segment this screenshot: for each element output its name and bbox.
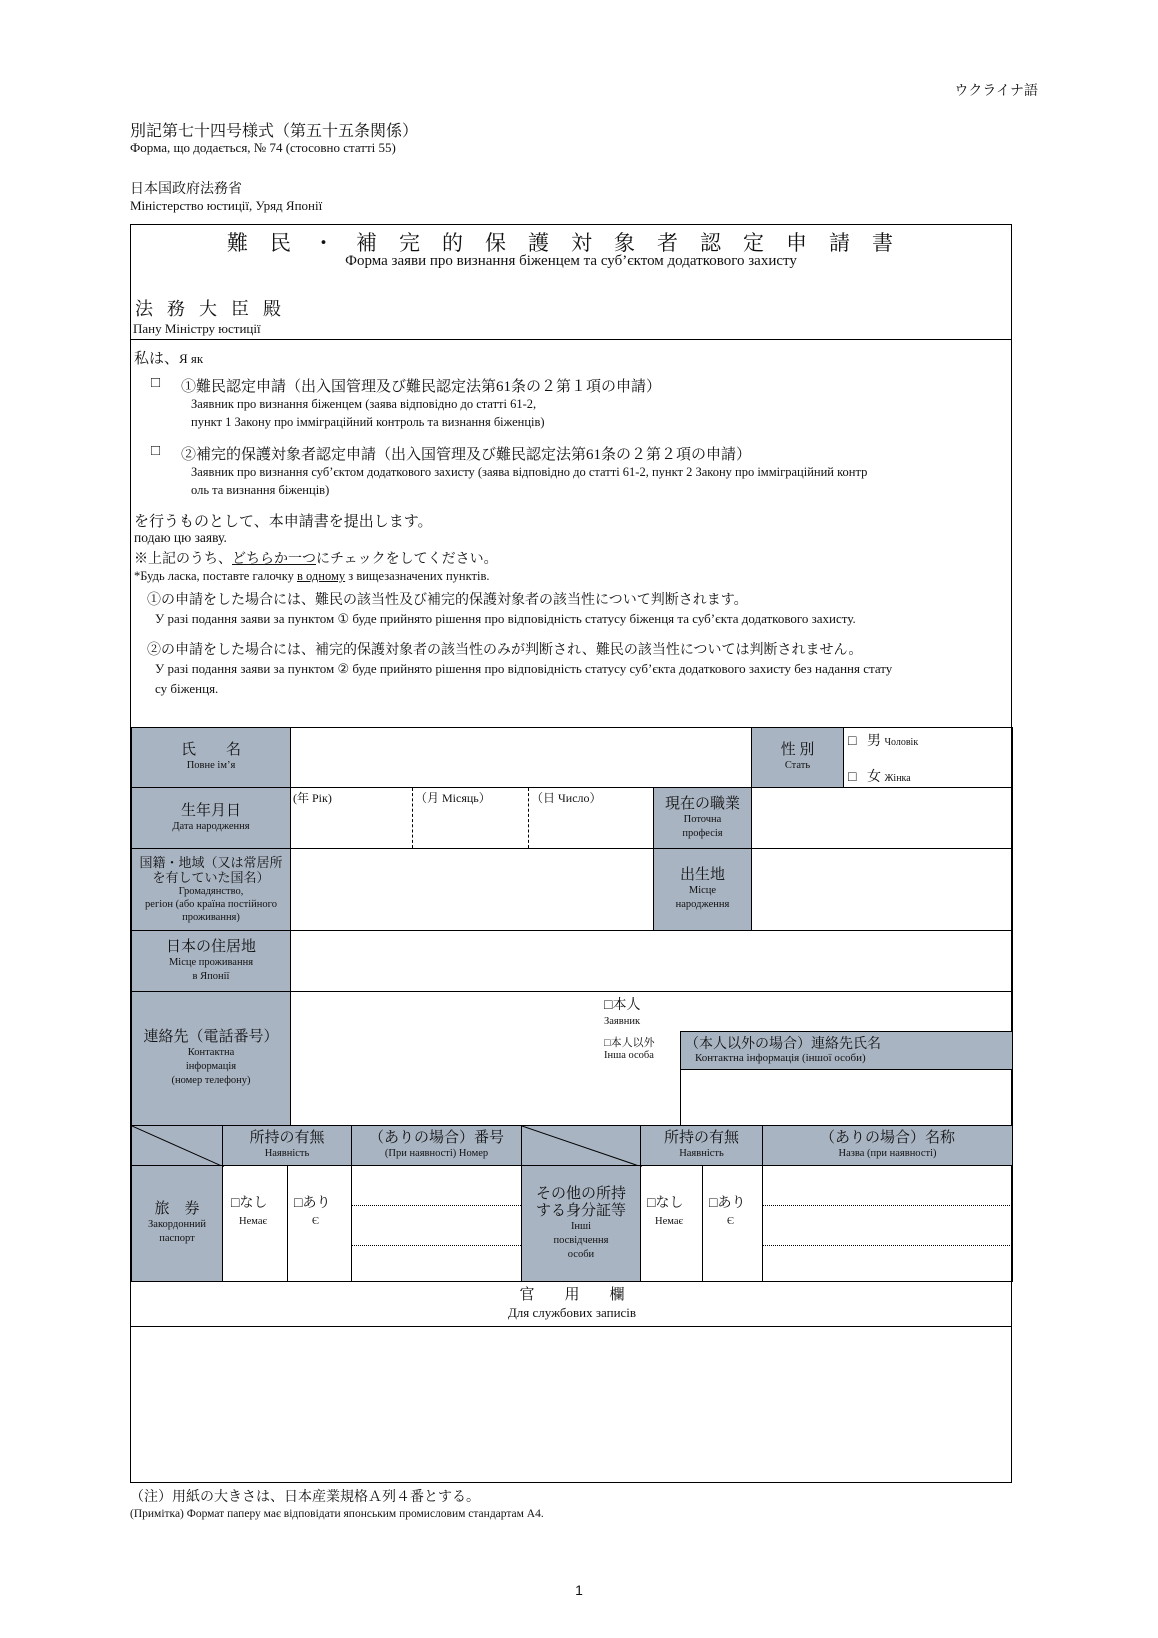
female-option[interactable]: □ 女 Жінка: [848, 770, 911, 785]
male-option[interactable]: □ 男 Чоловік: [848, 734, 919, 749]
option2-uk-line1: Заявник про визнання суб’єктом додаткового захисту (заява відповідно до статті 61-2, пункт 2 Закону про імміграційний контр: [191, 465, 868, 479]
form-number-uk: Форма, що додається, № 74 (стосовно статті 55): [130, 140, 396, 155]
contact-self-option[interactable]: □本人: [604, 998, 641, 1013]
addressee-jp: 法務大臣殿: [135, 299, 295, 319]
address-label: 日本の住居地 Місце проживання в Японії: [131, 930, 291, 992]
case2-jp: ②の申請をした場合には、補完的保護対象者の該当性のみが判断され、難民の該当性については判断されません。: [147, 643, 863, 658]
occupation-label: 現在の職業 Поточна професія: [653, 787, 752, 849]
address-input[interactable]: [290, 930, 1013, 992]
official-use-area: [131, 1327, 1011, 1482]
sex-label: 性 別 Стать: [751, 727, 844, 788]
nationality-label: 国籍・地域（又は常居所 を有していた国名） Громадянство, регіон (або країна постійного проживання): [131, 848, 291, 931]
diagonal-line: [132, 1126, 224, 1167]
option1-checkbox[interactable]: □: [151, 375, 161, 391]
other-id-none-option[interactable]: □なし Немає: [640, 1165, 703, 1282]
dob-year: (年 Рік): [293, 791, 332, 805]
birthplace-input[interactable]: [751, 848, 1013, 931]
submit-uk: подаю цю заяву.: [134, 530, 227, 545]
dotted-line: [352, 1205, 521, 1206]
name-label: 氏 名 Повне ім’я: [131, 727, 291, 788]
official-use-jp: 官 用 欄: [519, 1287, 625, 1303]
dob-label: 生年月日 Дата народження: [131, 787, 291, 849]
application-form: [130, 224, 1012, 1483]
page-number: 1: [575, 1582, 583, 1598]
passport-number-input[interactable]: [351, 1165, 522, 1282]
name-input[interactable]: [290, 727, 752, 788]
nationality-input[interactable]: [290, 848, 654, 931]
case2-uk-line2: су біженця.: [155, 681, 219, 696]
divider: [131, 339, 1011, 340]
form-number-jp: [130, 118, 418, 141]
passport-number-header: （ありの場合）番号 (При наявності) Номер: [351, 1125, 522, 1166]
contact-other-name-label: （本人以外の場合）連絡先氏名 Контактна інформація (іншої особи): [680, 1031, 1013, 1070]
passport-yes-option[interactable]: □あり Є: [287, 1165, 352, 1282]
dotted-line: [763, 1205, 1012, 1206]
form-title-uk: Форма заяви про визнання біженцем та суб’єктом додаткового захисту: [345, 253, 797, 269]
diagonal-line: [522, 1126, 642, 1167]
divider: [528, 788, 529, 848]
occupation-input[interactable]: [751, 787, 1013, 849]
contact-other-name-input[interactable]: [680, 1069, 1013, 1126]
option1-uk-line2: пункт 1 Закону про імміграційний контроль та визнання біженців): [191, 415, 545, 429]
note-uk: *Будь ласка, поставте галочку в одному з вищезазначених пунктів.: [134, 569, 490, 583]
dob-day: （日 Число）: [531, 791, 602, 805]
passport-possession-header: 所持の有無 Наявність: [222, 1125, 352, 1166]
official-use-uk: Для службових записів: [507, 1305, 637, 1320]
other-id-name-input[interactable]: [762, 1165, 1013, 1282]
option1-jp: ①難民認定申請（出入国管理及び難民認定法第61条の２第１項の申請）: [181, 379, 662, 395]
language-label: ウクライナ語: [954, 83, 1038, 99]
passport-label: 旅 券 Закордонний паспорт: [131, 1165, 223, 1282]
sex-options: [843, 727, 1013, 788]
dob-input[interactable]: [290, 787, 654, 849]
dob-month: （月 Місяць）: [415, 791, 491, 805]
other-id-possession-header: 所持の有無 Наявність: [640, 1125, 763, 1166]
option2-jp: ②補完的保護対象者認定申請（出入国管理及び難民認定法第61条の２第２項の申請）: [181, 447, 752, 463]
birthplace-label: 出生地 Місце народження: [653, 848, 752, 931]
divider: [412, 788, 413, 848]
passport-none-option[interactable]: □なし Немає: [222, 1165, 288, 1282]
form-number-jp-rest: （第五十五条関係）: [274, 123, 419, 140]
other-id-label: その他の所持 する身分証等 Інші посвідчення особи: [521, 1165, 641, 1282]
dotted-line: [352, 1245, 521, 1246]
ministry-jp: 日本国政府法務省: [130, 182, 242, 197]
contact-other-option[interactable]: □本人以外: [604, 1037, 655, 1049]
submit-jp: を行うものとして、本申請書を提出します。: [134, 514, 433, 530]
doc-header-corner: [131, 1125, 223, 1166]
option2-checkbox[interactable]: □: [151, 443, 161, 459]
note-jp: ※上記のうち、どちらか一つにチェックをしてください。: [134, 552, 498, 567]
other-id-name-header: （ありの場合）名称 Назва (при наявності): [762, 1125, 1013, 1166]
intro: [134, 347, 203, 368]
other-id-yes-option[interactable]: □あり Є: [702, 1165, 763, 1282]
doc-header-corner: [521, 1125, 641, 1166]
option2-uk-line2: оль та визнання біженців): [191, 483, 330, 497]
footnote-uk: (Примітка) Формат паперу має відповідати японським промисловим стандартам A4.: [130, 1508, 544, 1520]
ministry-uk: Міністерство юстиції, Уряд Японії: [130, 198, 323, 213]
contact-label: 連絡先（電話番号） Контактна інформація (номер телефону): [131, 991, 291, 1126]
footnote-jp: （注）用紙の大きさは、日本産業規格Ａ列４番とする。: [130, 1490, 480, 1505]
intro-jp: 私は、: [134, 351, 180, 367]
dotted-line: [763, 1245, 1012, 1246]
case1-jp: ①の申請をした場合には、難民の該当性及び補完的保護対象者の該当性について判断されます。: [147, 593, 748, 608]
contact-self-uk: Заявник: [604, 1016, 641, 1027]
contact-other-uk: Інша особа: [604, 1050, 654, 1061]
form-number-jp-bold: 別記第七十四号様式: [130, 121, 275, 140]
addressee-uk: Пану Міністру юстиції: [133, 321, 261, 336]
option1-uk-line1: Заявник про визнання біженцем (заява відповідно до статті 61-2,: [191, 397, 537, 411]
form-title-jp: 難民・補完的保護対象者認定申請書: [227, 231, 915, 255]
case2-uk-line1: У разі подання заяви за пунктом ② буде прийнято рішення про відповідність статусу суб’єкта додаткового захисту без надання стату: [155, 661, 893, 676]
intro-uk: Я як: [179, 351, 204, 366]
case1-uk: У разі подання заяви за пунктом ① буде прийнято рішення про відповідність статусу біженця та суб’єкта додаткового захисту.: [155, 611, 856, 626]
